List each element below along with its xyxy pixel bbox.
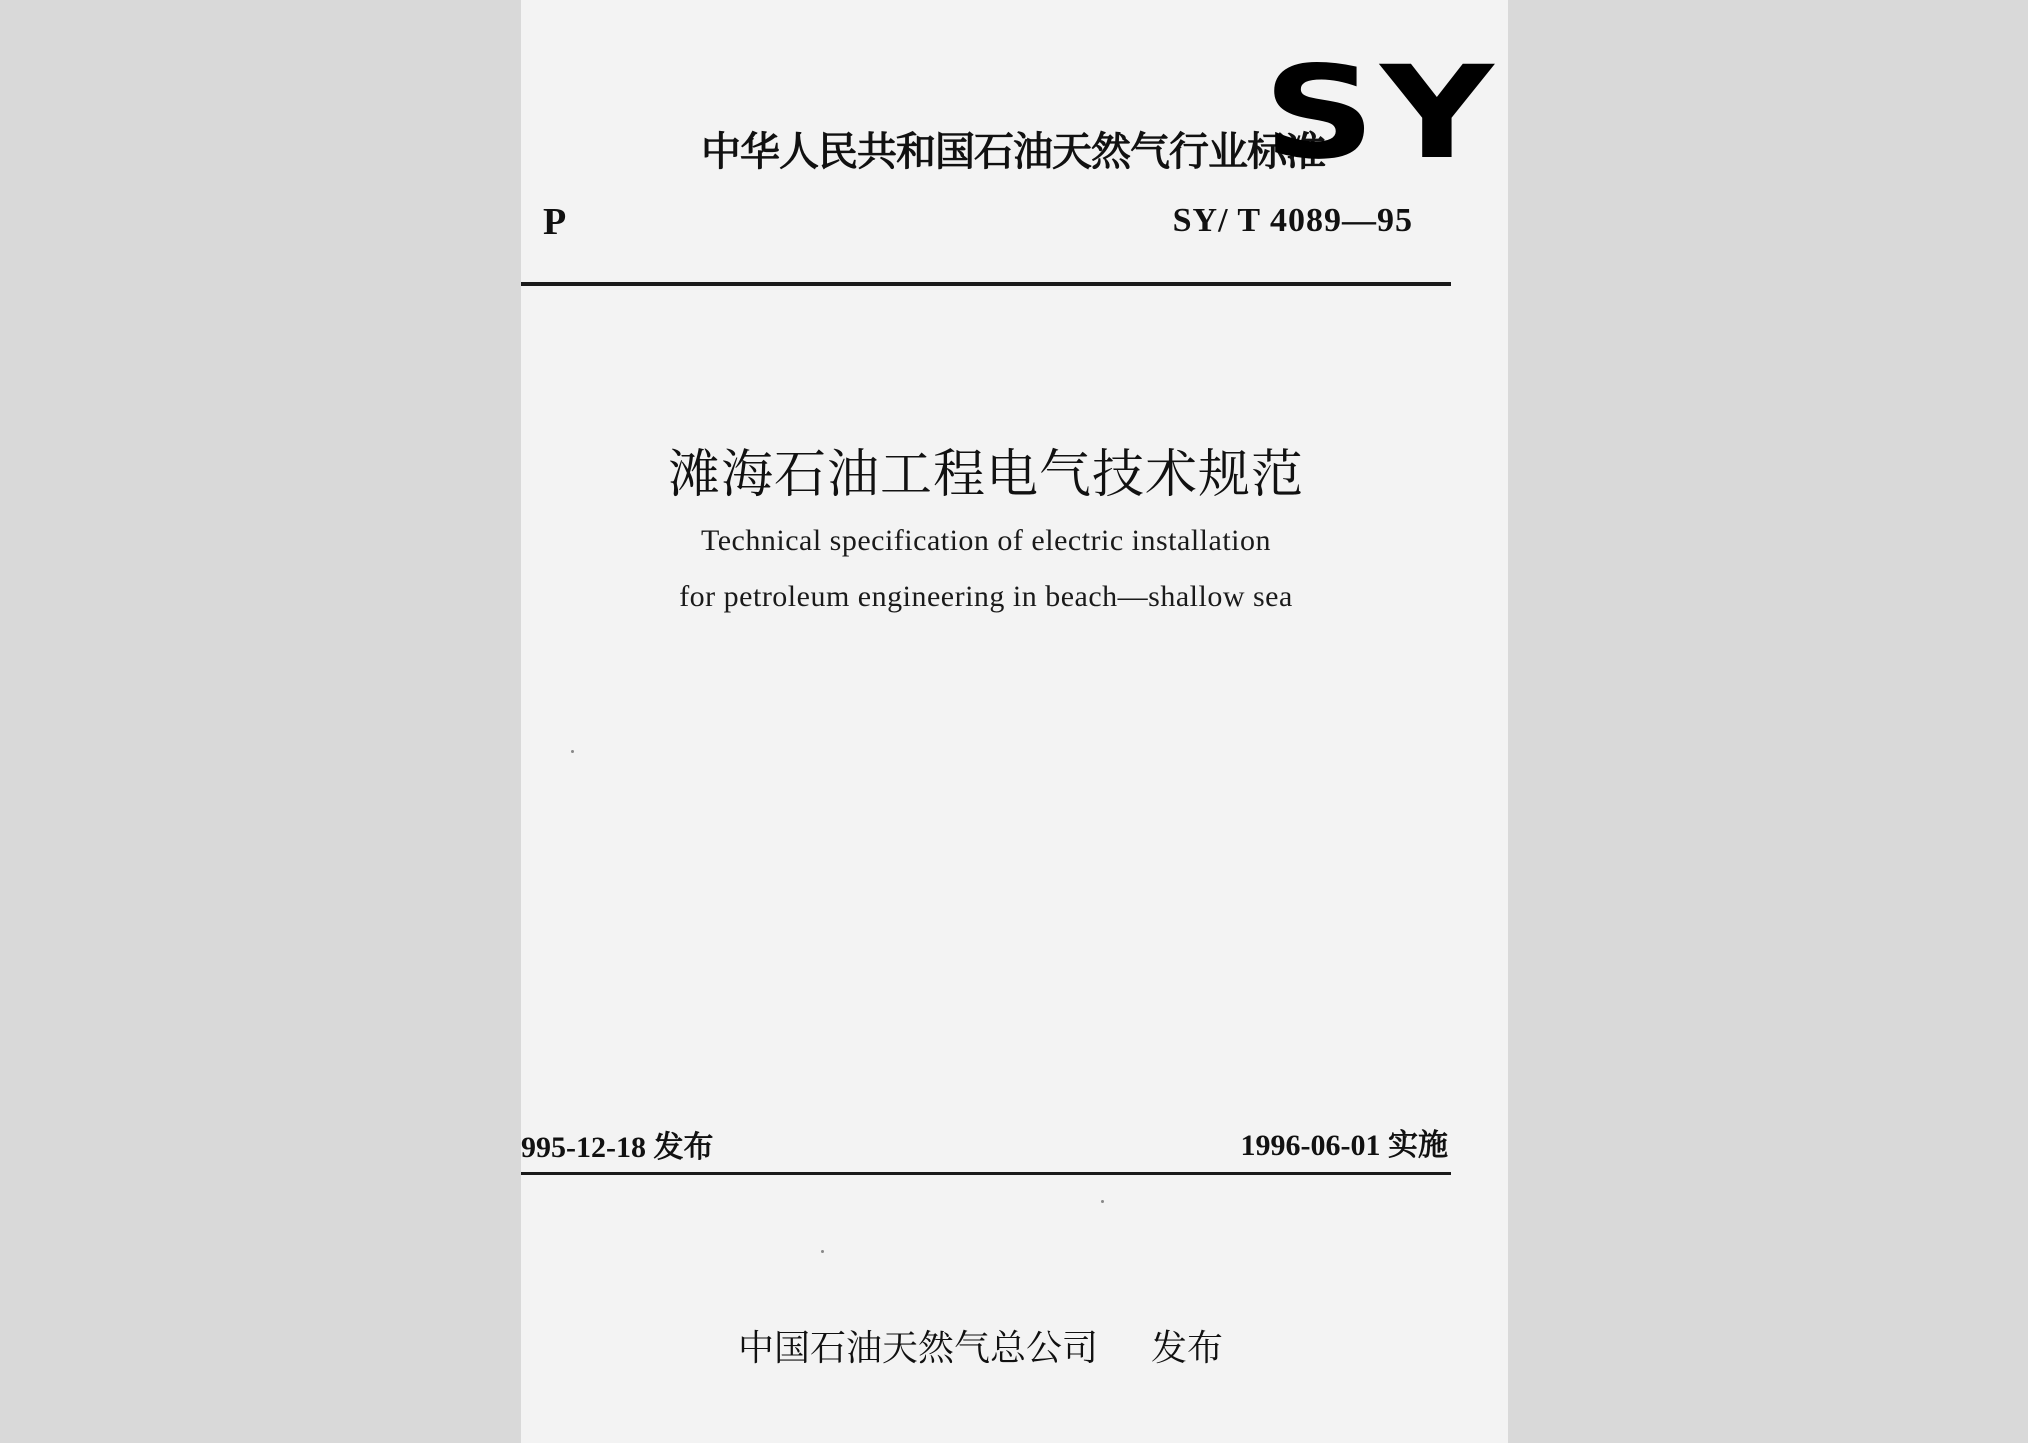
bottom-divider (521, 1172, 1451, 1175)
standard-category-heading: 中华人民共和国石油天然气行业标准 (701, 129, 1325, 175)
document-title-en-line2: for petroleum engineering in beach—shallow sea (679, 580, 1293, 613)
document-title-en-line1: Technical specification of electric installation (701, 524, 1271, 557)
document-title-cn: 滩海石油工程电气技术规范 (667, 445, 1304, 505)
publisher-name: 中国石油天然气总公司 (738, 1328, 1099, 1369)
classification-code: P (543, 201, 567, 243)
publisher-action: 发布 (1151, 1328, 1224, 1369)
scan-speck (571, 750, 574, 753)
effective-date: 1996-06-01 实施 (1240, 1129, 1448, 1162)
scan-speck (821, 1250, 824, 1253)
sy-logo: SY (1263, 39, 1499, 188)
standard-number: SY/ T 4089—95 (1172, 202, 1413, 239)
issue-date: 995-12-18 发布 (521, 1131, 714, 1164)
scan-speck (1101, 1200, 1104, 1203)
document-page (521, 0, 1508, 1443)
top-divider (521, 282, 1451, 286)
